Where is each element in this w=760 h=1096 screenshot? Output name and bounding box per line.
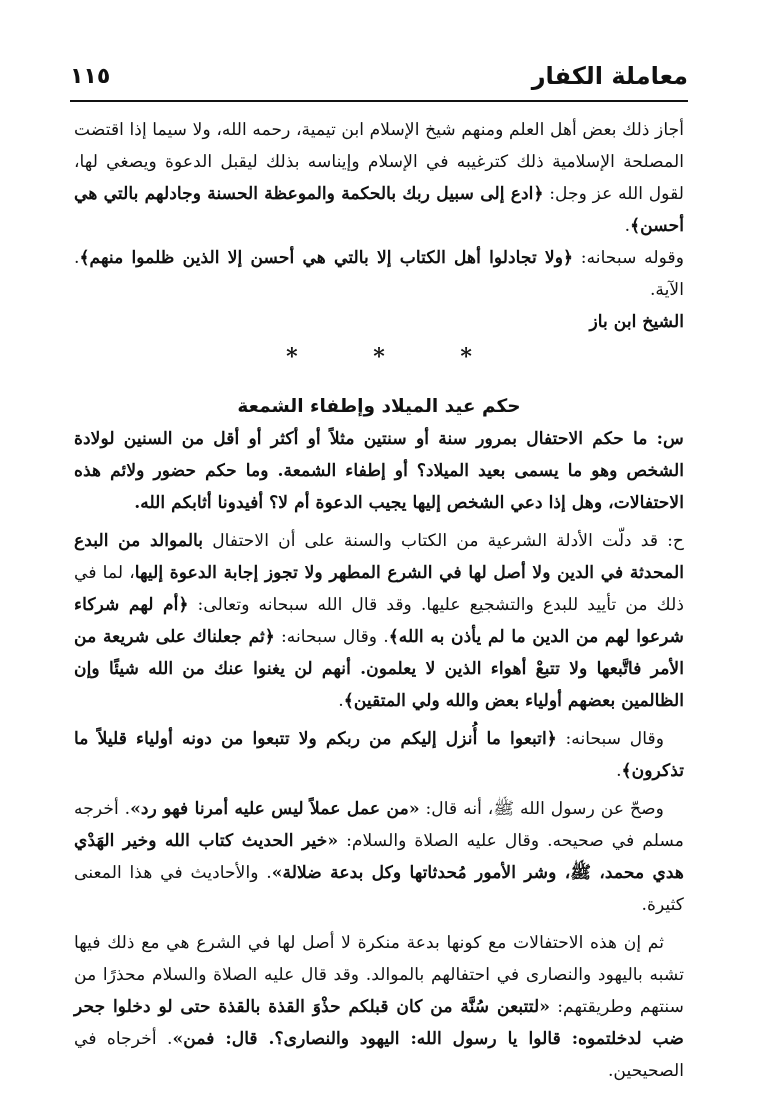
page-number: ١١٥ <box>70 64 111 89</box>
answer-paragraph-3: وصحّ عن رسول الله ﷺ، أنه قال: «من عمل عملاً ليس عليه أمرنا فهو رد». أخرجه مسلم في صحيحه. وقال عليه الصلاة والسلام: «خير الحديث كتاب الله وخير الهَدْي هدي محمد، ﷺ، وشر الأمور مُحدثاتها وكل بدعة ضلالة». والأحاديث في هذا المعنى كثيرة. <box>74 799 685 915</box>
quran-verse: ﴿ولا تجادلوا أهل الكتاب إلا بالتي هي أحسن إلا الذين ظلموا منهم﴾ <box>79 248 574 268</box>
answer-paragraph-1: ح: قد دلّت الأدلة الشرعية من الكتاب والسنة على أن الاحتفال بالموالد من البدع المحدثة في الدين ولا أصل لها في الشرع المطهر ولا تجوز إجابة الدعوة إليها، لما في ذلك من تأييد للبدع والتشجيع عليها. وقد قال الله سبحانه وتعالى: ﴿أم لهم شركاء شرعوا لهم من الدين ما لم يأذن به الله﴾. وقال سبحانه: ﴿ثم جعلناك على شريعة من الأمر فاتَّبعها ولا تتبعْ أهواء الذين لا يعلمون. أنهم لن يغنوا عنك من الله شيئًا وإن الظالمين بعضهم أولياء بعض والله ولي المتقين﴾. <box>74 531 685 711</box>
quran-verse: ﴿ثم جعلناك على شريعة من الأمر فاتَّبعها ولا تتبعْ أهواء الذين لا يعلمون. أنهم لن يغنوا عنك من الله شيئًا وإن الظالمين بعضهم أولياء بعض والله ولي المتقين﴾ <box>74 627 684 711</box>
hadith-quote: «من عمل عملاً ليس عليه أمرنا فهو رد» <box>130 799 420 819</box>
hadith-quote: «خير الحديث كتاب الله وخير الهَدْي هدي محمد، ﷺ، وشر الأمور مُحدثاتها وكل بدعة ضلالة» <box>74 831 685 883</box>
intro-paragraph-1: أجاز ذلك بعض أهل العلم ومنهم شيخ الإسلام ابن تيمية، رحمه الله، ولا سيما إذا اقتضت المصلحة الإسلامية ذلك كترغيبه في الإسلام وإيناسه بذلك ليقبل الدعوة ويصغي لها، لقول الله عز وجل: ﴿ادع إلى سبيل ربك بالحكمة والموعظة الحسنة وجادلهم بالتي هي أحسن﴾. <box>74 120 684 236</box>
quran-verse: ﴿اتبعوا ما أُنزل إليكم من ربكم ولا تتبعوا من دونه أولياء قليلاً ما تذكرون﴾ <box>74 729 684 781</box>
quran-verse: ﴿أم لهم شركاء شرعوا لهم من الدين ما لم يأذن به الله﴾ <box>74 595 684 647</box>
quran-verse: ﴿ادع إلى سبيل ربك بالحكمة والموعظة الحسنة وجادلهم بالتي هي أحسن﴾ <box>74 184 684 236</box>
intro-paragraph-2: وقوله سبحانه: ﴿ولا تجادلوا أهل الكتاب إلا بالتي هي أحسن إلا الذين ظلموا منهم﴾. الآية. <box>74 248 684 300</box>
signature: الشيخ ابن باز <box>589 312 684 332</box>
running-title: معاملة الكفار <box>531 62 688 90</box>
page-body <box>74 114 684 1087</box>
page-header <box>70 60 688 102</box>
question-paragraph: س: ما حكم الاحتفال بمرور سنة أو سنتين مثلاً أو أكثر أو أقل من السنين لولادة الشخص وهو ما يسمى بعيد الميلاد؟ أو إطفاء الشمعة. وما حكم حضور ولائم هذه الاحتفالات، وهل إذا دعي الشخص إليها يجيب الدعوة أم لا؟ أفيدونا أثابكم الله. <box>74 429 684 513</box>
hadith-quote: «لتتبعن سُنَّة من كان قبلكم حذْوَ القذة بالقذة حتى لو دخلوا جحر ضب لدخلتموه: قالوا يا رسول الله: اليهود والنصارى؟. قال: فمن» <box>74 997 684 1049</box>
answer-paragraph-4: ثم إن هذه الاحتفالات مع كونها بدعة منكرة لا أصل لها في الشرع هي مع ذلك فيها تشبه باليهود والنصارى في احتفالهم بالموالد. وقد قال عليه الصلاة والسلام محذرًا من سنتهم وطريقتهم: «لتتبعن سُنَّة من كان قبلكم حذْوَ القذة بالقذة حتى لو دخلوا جحر ضب لدخلتموه: قالوا يا رسول الله: اليهود والنصارى؟. قال: فمن». أخرجاه في الصحيحين. <box>74 933 684 1081</box>
answer-paragraph-2: وقال سبحانه: ﴿اتبعوا ما أُنزل إليكم من ربكم ولا تتبعوا من دونه أولياء قليلاً ما تذكرون﴾. <box>74 729 684 781</box>
section-heading: حكم عيد الميلاد وإطفاء الشمعة <box>237 396 521 417</box>
section-separator: * * * <box>286 344 506 370</box>
